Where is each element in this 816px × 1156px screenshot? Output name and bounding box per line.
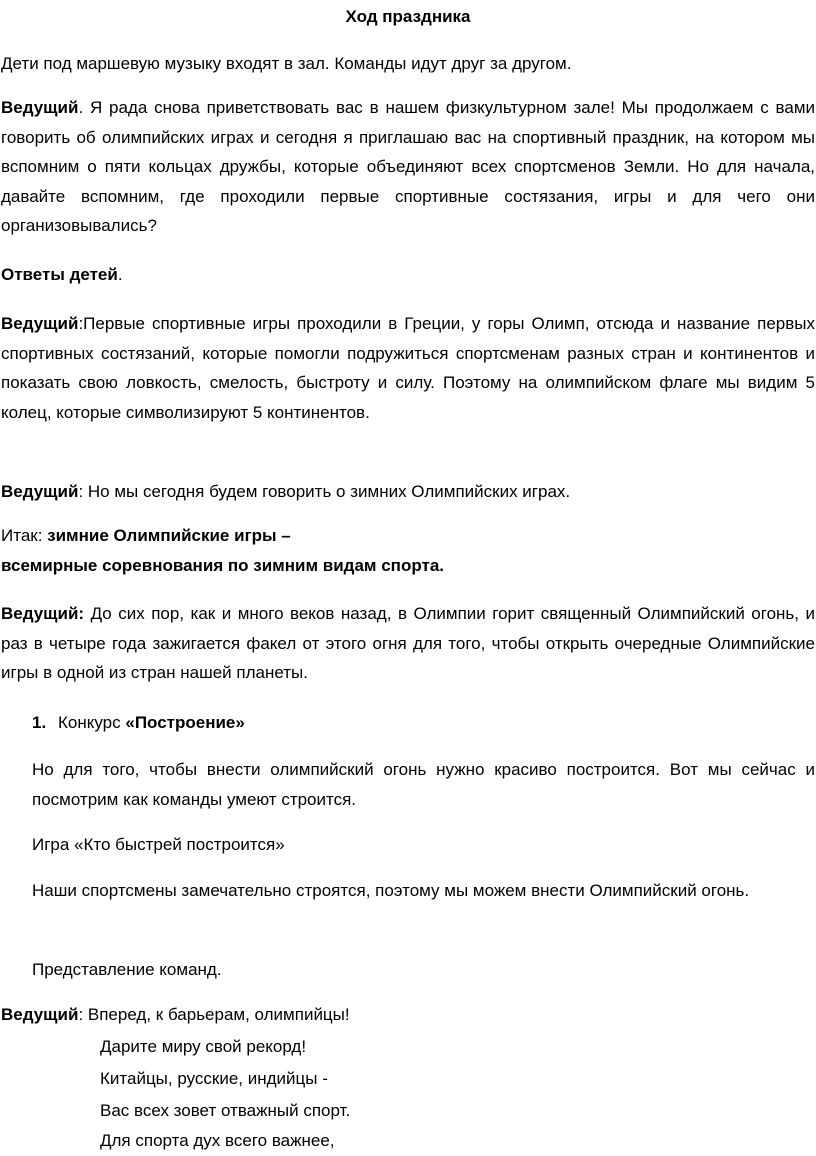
poem-line: Для спорта дух всего важнее, [100,1131,335,1150]
speaker-label: Ведущий [1,314,79,333]
answers-paragraph: Ответы детей. [1,265,123,284]
host-paragraph-2 [1,309,815,427]
speaker-label: Ведущий [1,1005,79,1024]
speaker-label: Ведущий [1,98,79,117]
contest-paragraph: Но для того, чтобы внести олимпийский огонь нужно красиво построится. Вот мы сейчас и посмотрим как команды умеют строится. [32,760,815,809]
poem-line: Дарите миру свой рекорд! [100,1037,307,1056]
host-text-4: До сих пор, как и много веков назад, в Олимпии горит священный Олимпийский огонь, и раз в четыре года зажигается факел от этого огня для того, чтобы открыть очередные Олимпийские игры в одной из стран нашей планеты. [1,604,815,682]
answers-label: Ответы детей [1,265,118,284]
host-text-1: . Я рада снова приветствовать вас в нашем физкультурном зале! Мы продолжаем с вами говорить об олимпийских играх и сегодня я приглашаю вас на спортивный праздник, на котором мы вспомним о пяти кольцах дружбы, которые объединяют всех спортсменов Земли. Но для начала, давайте вспомним, где проходили первые спортивные состязания, игры и для чего они организовывались? [1,98,815,235]
poem-line: Китайцы, русские, индийцы - [100,1069,328,1088]
poem-first-line: Ведущий: Вперед, к барьерам, олимпийцы! [1,1005,350,1024]
definition-term: зимние Олимпийские игры – [47,526,291,545]
host-text-3: : Но мы сегодня будем говорить о зимних Олимпийских играх. [78,482,571,501]
speaker-label: Ведущий: [1,604,85,623]
page-title: Ход праздника [345,7,471,26]
contest-number: 1. [32,713,47,732]
speaker-label: Ведущий [1,482,79,501]
contest-name: «Построение» [125,713,245,732]
definition-body: всемирные соревнования по зимним видам спорта. [1,555,444,575]
host-paragraph-4 [1,599,815,688]
definition-paragraph: Итак: зимние Олимпийские игры – всемирные соревнования по зимним видам спорта. [1,526,444,575]
host-text-2: :Первые спортивные игры проходили в Греции, у горы Олимп, отсюда и название первых спортивных состязаний, которые помогли подружиться спортсменам разных стран и континентов и показать свою ловкость, смелость, быстроту и силу. Поэтому на олимпийском флаге мы видим 5 колец, которые символизируют 5 континентов. [1,314,815,422]
host-paragraph-1 [1,93,815,241]
contest-heading: 1. Конкурс «Построение» [32,708,815,738]
host-paragraph-3 [1,477,815,507]
teams-paragraph: Представление команд. [32,960,222,979]
fire-paragraph: Наши спортсмены замечательно строятся, поэтому мы можем внести Олимпийский огонь. [32,881,750,900]
poem-line: Вас всех зовет отважный спорт. [100,1101,351,1120]
intro-paragraph: Дети под маршевую музыку входят в зал. Команды идут друг за другом. [1,54,572,73]
game-title: Игра «Кто быстрей построится» [32,835,285,854]
